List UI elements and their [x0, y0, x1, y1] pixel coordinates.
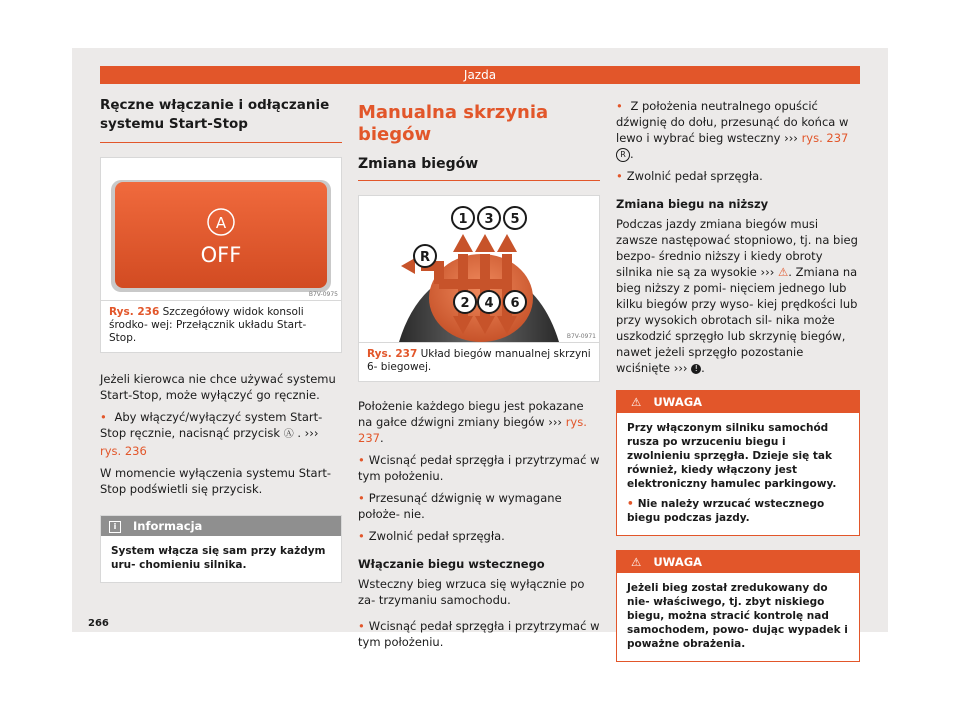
warning-box-header — [617, 551, 859, 573]
reference-arrow: ››› — [673, 361, 688, 375]
gear-pattern-illustration — [359, 196, 599, 342]
figure-reference-link[interactable]: rys. 237 — [801, 131, 849, 145]
warning-triangle-icon: ⚠ — [777, 265, 789, 279]
page-header: Jazda — [100, 66, 860, 84]
column-left — [100, 96, 342, 583]
bullet-item: • Zwolnić pedał sprzęgła. — [358, 528, 600, 544]
subheading-reverse-gear: Włączanie biegu wstecznego — [358, 557, 545, 571]
reference-arrow: ››› — [784, 131, 798, 145]
gear-knob-image — [359, 196, 599, 342]
bullet-item: • Z położenia neutralnego opuścić dźwignię do dołu, przesunąć do końca w lewo i wybrać bieg wsteczny ››› rys. 237 R . — [616, 98, 860, 162]
warning-box-header — [617, 391, 859, 413]
attention-icon: ! — [691, 364, 701, 374]
warning-bullet: • Nie należy wrzucać wstecznego biegu podczas jazdy. — [627, 497, 849, 525]
warning-box-title: UWAGA — [653, 555, 703, 569]
bullet-text: Aby włączyć/wyłączyć system Start-Stop ręcznie, nacisnąć przycisk — [100, 410, 323, 440]
warning-icon: ⚠ — [631, 395, 642, 409]
warning-box-body: Jeżeli bieg został zredukowany do nie- właściwego, tj. zbyt niskiego biegu, można stracić kontrolę nad samochodem, powo- dując wypadek i poważne obrażenia. — [627, 582, 848, 650]
figure-236 — [100, 157, 342, 353]
figure-reference-link[interactable]: rys. 237 — [358, 415, 587, 445]
figure-label: Rys. 237 — [367, 348, 418, 360]
warning-icon: ⚠ — [631, 555, 642, 569]
gear-label: 3 — [484, 212, 494, 227]
page-number: 266 — [88, 618, 109, 629]
gear-label-reverse: R — [419, 250, 431, 265]
bullet-item: • Aby włączyć/wyłączyć system Start-Stop ręcznie, nacisnąć przycisk Ⓐ . ››› rys. 236 — [100, 409, 342, 459]
section-heading-gear-change: Zmiana biegów — [358, 156, 600, 181]
paragraph: Jeżeli kierowca nie chce używać systemu Start-Stop, może wyłączyć go ręcznie. — [100, 372, 336, 402]
info-box-body: System włącza się sam przy każdym uru- chomieniu silnika. — [111, 545, 326, 571]
paragraph: Położenie każdego biegu jest pokazane na gałce dźwigni zmiany biegów ››› rys. 237. — [358, 399, 587, 445]
reference-arrow: ››› — [760, 265, 775, 279]
figure-caption — [359, 342, 599, 381]
figure-caption — [101, 300, 341, 352]
paragraph-text: Podczas jazdy zmiana biegów musi zawsze następować stopniowo, tj. na bieg bezpo- średnio niższy i kiedy obroty silnika nie są za wysokie — [616, 217, 858, 279]
gear-label: 2 — [460, 296, 470, 311]
gear-label: 4 — [484, 296, 494, 311]
figure-code: B7V-0971 — [566, 333, 596, 340]
gear-label: 6 — [510, 296, 520, 311]
start-stop-button-image — [101, 158, 341, 300]
figure-caption-text: Układ biegów manualnej skrzyni 6- biegowej. — [367, 348, 591, 373]
paragraph: Podczas jazdy zmiana biegów musi zawsze następować stopniowo, tj. na bieg bezpo- średnio niższy i kiedy obroty silnika nie są za wysokie ››› ⚠. Zmiana na bieg niższy z pomi- nięciem jednego lub kilku biegów przy wyso- kiej prędkości lub przy wysokich obrotach sil- nika może uszkodzić sprzęgło lub skrzynię biegów, nawet jeżeli sprzęgło pozostanie wciśnięte ››› ! . — [616, 217, 858, 375]
bullet-text: Z położenia neutralnego opuścić dźwignię do dołu, przesunąć do końca w lewo i wybrać bieg wsteczny — [616, 99, 849, 145]
paragraph: W momencie wyłączenia systemu Start-Stop podświetli się przycisk. — [100, 466, 331, 496]
button-off-label: OFF — [200, 243, 242, 267]
start-stop-symbol-icon: Ⓐ — [283, 429, 294, 440]
column-right — [616, 96, 860, 662]
paragraph-text: Położenie każdego biegu jest pokazane na gałce dźwigni zmiany biegów — [358, 399, 584, 429]
warning-text: Przy włączonym silniku samochód rusza po wrzuceniu biegu i zwolnieniu sprzęgła. Dzieje się tak również, kiedy włączony jest elektroniczny hamulec parkingowy. — [627, 422, 837, 490]
warning-box-body — [617, 413, 859, 535]
warning-box — [616, 550, 860, 662]
reverse-gear-symbol: R — [616, 148, 630, 162]
figure-reference-link[interactable]: rys. 236 — [100, 444, 147, 458]
button-letter: A — [215, 214, 227, 232]
start-stop-switch-illustration — [101, 158, 341, 300]
gear-label: 1 — [458, 212, 468, 227]
figure-caption-text: Szczegółowy widok konsoli środko- wej: Przełącznik układu Start-Stop. — [109, 306, 307, 344]
bullet-item: • Zwolnić pedał sprzęgła. — [616, 168, 860, 184]
info-box — [100, 515, 342, 583]
paragraph: Wsteczny bieg wrzuca się wyłącznie po za- trzymaniu samochodu. — [358, 577, 585, 607]
chapter-title: Manualna skrzynia biegów — [358, 102, 549, 145]
reference-arrow: ››› — [548, 415, 563, 429]
column-middle — [358, 96, 600, 650]
figure-label: Rys. 236 — [109, 306, 160, 318]
section-heading-start-stop: Ręczne włączanie i odłączanie systemu Start-Stop — [100, 96, 342, 143]
paragraph-text: . Zmiana na bieg niższy z pomi- nięciem jednego lub kilku biegów przy wyso- kiej prędkości lub przy wysokich obrotach sil- nika może uszkodzić sprzęgło lub skrzynię biegów, nawet jeżeli sprzęgło pozostanie wciśnięte — [616, 265, 858, 375]
reference-arrow: ››› — [304, 426, 319, 440]
figure-237 — [358, 195, 600, 382]
bullet-item: • Wcisnąć pedał sprzęgła i przytrzymać w tym położeniu. — [358, 452, 600, 484]
bullet-item: • Wcisnąć pedał sprzęgła i przytrzymać w tym położeniu. — [358, 618, 600, 650]
warning-box-title: UWAGA — [653, 395, 703, 409]
warning-box — [616, 390, 860, 536]
info-icon: i — [109, 521, 121, 533]
info-box-header — [101, 516, 341, 536]
figure-code: B7V-0975 — [308, 291, 338, 298]
info-box-title: Informacja — [133, 519, 203, 533]
gear-label: 5 — [510, 212, 520, 227]
bullet-item: • Przesunąć dźwignię w wymagane położe- nie. — [358, 490, 600, 522]
subheading-downshift: Zmiana biegu na niższy — [616, 197, 769, 211]
